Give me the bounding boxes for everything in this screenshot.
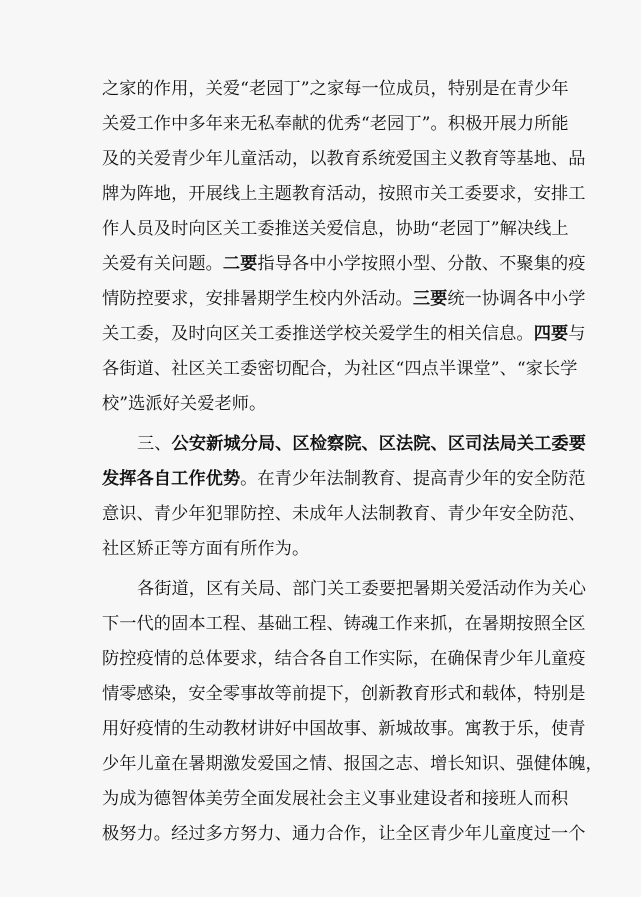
line-suffix: 指导各中小学按照小型、分散、不聚集的疫 bbox=[257, 254, 586, 274]
text-line: 下一代的固本工程、基础工程、铸魂工作来抓，在暑期按照全区 bbox=[102, 614, 586, 634]
text-line: 校”选派好关爱老师。 bbox=[102, 394, 267, 414]
paragraph-section-three bbox=[102, 427, 586, 567]
text-line: 关爱工作中多年来无私奉献的优秀“老园丁”。积极开展力所能 bbox=[102, 114, 569, 134]
bold-phrase: 三要 bbox=[412, 289, 448, 309]
text-line: 为成为德智体美劳全面发展社会主义事业建设者和接班人而积 bbox=[102, 789, 569, 809]
line-prefix: 关爱有关问题。 bbox=[102, 254, 223, 274]
text-line: 牌为阵地，开展线上主题教育活动，按照市关工委要求，安排工 bbox=[102, 184, 586, 204]
text-line-with-bold bbox=[102, 282, 586, 317]
top-margin bbox=[102, 0, 549, 72]
text-line: 及的关爱青少年儿童活动，以教育系统爱国主义教育等基地、品 bbox=[102, 149, 586, 169]
text-line: 情零感染，安全零事故等前提下，创新教育形式和载体，特别是 bbox=[102, 684, 586, 704]
section-heading: 公安新城分局、区检察院、区法院、区司法局关工委要 bbox=[171, 434, 586, 454]
section-heading-continuation-bold: 发挥各自工作优势 bbox=[102, 469, 241, 489]
text-line: 少年儿童在暑期激发爱国之情、报国之志、增长知识、强健体魄， bbox=[102, 754, 603, 774]
section-heading-line bbox=[102, 427, 586, 462]
text-line: 意识、青少年犯罪防控、未成年人法制教育、青少年安全防范、 bbox=[102, 504, 586, 524]
text-line: 之家的作用，关爱“老园丁”之家每一位成员，特别是在青少年 bbox=[102, 79, 569, 99]
text-line: 防控疫情的总体要求，结合各自工作实际，在确保青少年儿童疫 bbox=[102, 649, 586, 669]
line-suffix: 统一协调各中小学 bbox=[447, 289, 586, 309]
bold-phrase: 二要 bbox=[222, 254, 258, 274]
text-line: 作人员及时向区关工委推送关爱信息，协助“老园丁”解决线上 bbox=[102, 219, 569, 239]
section-heading-continuation bbox=[102, 462, 586, 497]
text-line: 各街道、社区关工委密切配合，为社区“四点半课堂”、“家长学 bbox=[102, 359, 578, 379]
line-suffix: 与 bbox=[568, 324, 586, 344]
text-line-with-bold bbox=[102, 247, 586, 282]
text-line-with-bold bbox=[102, 317, 586, 352]
text-line: 极努力。经过多方努力、通力合作，让全区青少年儿童度过一个 bbox=[102, 824, 586, 844]
paragraph-love-old-gardener bbox=[102, 72, 586, 422]
section-number: 三、 bbox=[137, 434, 172, 454]
line-prefix: 情防控要求，安排暑期学生校内外活动。 bbox=[102, 289, 413, 309]
text-line: 社区矫正等方面有所作为。 bbox=[102, 539, 310, 559]
section-body-start: 。在青少年法制教育、提高青少年的安全防范 bbox=[240, 469, 586, 489]
bold-phrase: 四要 bbox=[533, 324, 569, 344]
text-line: 用好疫情的生动教材讲好中国故事、新城故事。寓教于乐，使青 bbox=[102, 719, 586, 739]
text-line: 各街道，区有关局、部门关工委要把暑期关爱活动作为关心 bbox=[137, 579, 586, 599]
line-prefix: 关工委，及时向区关工委推送学校关爱学生的相关信息。 bbox=[102, 324, 534, 344]
paragraph-summer-care bbox=[102, 572, 603, 852]
